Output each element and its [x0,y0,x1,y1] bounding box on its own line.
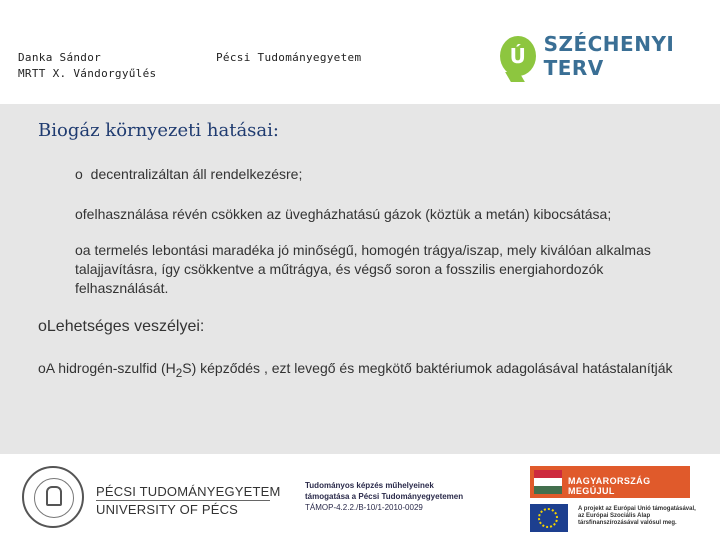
bullet-text: a termelés lebontási maradéka jó minőségű, homogén trágya/iszap, mely kiválóan alkalmas talajjavításra, így csökkentve a műtrágya, és végső soron a fosszilis energiahordozók felhasználását. [75,242,651,296]
project-line1: Tudományos képzés műhelyeinek [305,481,434,490]
risk-text-pre: A hidrogén-szulfid (H [45,360,176,376]
risk-text-post: S) képződés , ezt levegő és megkötő baktériumok adagolásával hatástalanítják [182,360,673,376]
project-info [305,480,463,513]
bullet-marker: o [38,360,46,376]
slide-footer [0,454,720,540]
event-name: MRTT X. Vándorgyűlés [18,67,157,80]
risks-heading [38,317,204,336]
bullet-marker: o [75,166,83,182]
bullet-marker: o [75,242,83,258]
logo-text: SZÉCHENYI TERV [543,32,675,80]
hungarian-flag-icon [534,470,562,494]
banner-text: MAGYARORSZÁG MEGÚJUL [568,476,651,496]
university-seal-icon [22,466,84,528]
author-block [18,50,156,82]
eu-line1: A projekt az Európai Unió támogatásával, [578,506,696,512]
slide-content [0,104,720,454]
slide-title: Biogáz környezeti hatásai: [38,120,279,141]
bullet-text: felhasználása révén csökken az üvegházhatású gázok (köztük a metán) kibocsátása; [82,206,612,222]
bullet-item [75,165,302,184]
bullet-item [75,205,611,224]
bullet-marker: o [38,318,47,335]
university-name-hu: PÉCSI TUDOMÁNYEGYETEM [96,484,281,499]
slide-header [0,0,720,104]
szechenyi-logo [500,34,720,78]
eu-line3: társfinanszírozásával valósul meg. [578,520,677,526]
university-name-en: UNIVERSITY OF PÉCS [96,502,239,517]
eu-support-text [578,506,698,527]
bullet-text: decentralizáltan áll rendelkezésre; [86,166,303,182]
risk-text-sub: 2 [175,366,183,380]
logo-letter: Ú [509,44,526,68]
eu-line2: az Európai Szociális Alap [578,513,651,519]
magyarorszag-megujul-banner [530,466,690,498]
bullet-item [75,241,675,298]
bullet-marker: o [75,206,83,222]
project-code: TÁMOP-4.2.2./B-10/1-2010-0029 [305,503,423,512]
risk-item [38,359,678,383]
institution-name: Pécsi Tudományegyetem [216,51,362,64]
author-name: Danka Sándor [18,51,102,64]
eu-flag-icon [530,504,568,532]
szechenyi-u-icon [500,36,536,76]
risks-heading-text: Lehetséges veszélyei: [46,318,205,335]
divider [96,500,270,501]
project-line2: támogatása a Pécsi Tudományegyetemen [305,492,464,501]
